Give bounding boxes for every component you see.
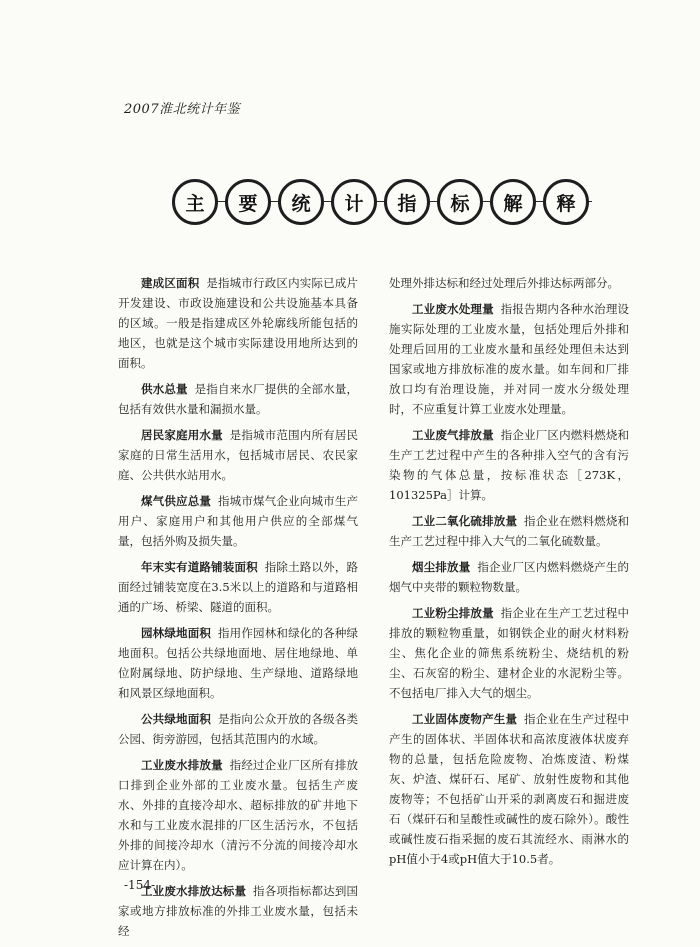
definition-entry bbox=[118, 755, 358, 875]
term: 工业固体废物产生量 bbox=[412, 712, 518, 726]
definition-text: 指报告期内各种水治理设施实际处理的工业废水量，包括处理后外排和处理后回用的工业废水量和虽经处理但未达到国家或地方排放标准的废水量。如车间和厂排放口均有治理设施，并对同一废水分级处理时，不应重复计算工业废水处理量。 bbox=[389, 302, 629, 416]
term: 建成区面积 bbox=[141, 276, 200, 290]
definition-text: 指经过企业厂区所有排放口排到企业外部的工业废水量。包括生产废水、外排的直接冷却水、超标排放的矿井地下水和与工业废水混排的厂区生活污水，不包括外排的间接冷却水（清污不分流的间接冷却水应计算在内）。 bbox=[118, 758, 358, 872]
title-char: 标 bbox=[437, 179, 483, 225]
term: 工业废水排放量 bbox=[141, 758, 223, 772]
definition-text: 是指城市行政区内实际已成片开发建设、市政设施建设和公共设施基本具备的区域。一般是指建成区外轮廓线所能包括的地区，也就是这个城市实际建设用地所达到的面积。 bbox=[118, 276, 359, 370]
section-title bbox=[172, 175, 592, 229]
term: 工业二氧化硫排放量 bbox=[412, 514, 518, 528]
title-char: 统 bbox=[278, 179, 324, 225]
definition-text: 是指自来水厂提供的全部水量，包括有效供水量和漏损水量。 bbox=[118, 382, 359, 416]
definition-entry bbox=[389, 511, 629, 551]
term: 公共绿地面积 bbox=[141, 712, 212, 726]
title-char: 释 bbox=[543, 179, 589, 225]
continued-text: 处理外排达标和经过处理后外排达标两部分。 bbox=[389, 276, 619, 290]
page-number: -154- bbox=[124, 878, 156, 892]
definition-text: 是指向公众开放的各级各类公园、街旁游园，包括其范围内的水域。 bbox=[118, 712, 359, 746]
definition-entry bbox=[118, 379, 358, 419]
definition-text: 指企业厂区内燃料燃烧和生产工艺过程中产生的各种排入空气的含有污染物的气体总量，按标准状态［273K，101325Pa］计算。 bbox=[389, 428, 629, 502]
running-header: 2007淮北统计年鉴 bbox=[124, 102, 241, 117]
title-char: 主 bbox=[172, 179, 218, 225]
right-column bbox=[389, 273, 629, 875]
definition-entry bbox=[389, 709, 629, 869]
definition-entry bbox=[118, 425, 358, 485]
definition-entry bbox=[389, 425, 629, 505]
term: 煤气供应总量 bbox=[141, 494, 212, 508]
term: 供水总量 bbox=[141, 382, 188, 396]
title-char: 要 bbox=[225, 179, 271, 225]
definition-text: 指企业在燃料燃烧和生产工艺过程中排入大气的二氧化硫数量。 bbox=[389, 514, 630, 548]
definition-entry bbox=[118, 709, 358, 749]
term: 工业废气排放量 bbox=[412, 428, 494, 442]
term: 居民家庭用水量 bbox=[141, 428, 223, 442]
term: 工业废水排放达标量 bbox=[141, 884, 247, 898]
definition-entry bbox=[389, 557, 629, 597]
definition-entry bbox=[118, 557, 358, 617]
title-char: 计 bbox=[331, 179, 377, 225]
definition-entry bbox=[389, 603, 629, 703]
definition-entry bbox=[118, 273, 358, 373]
definition-entry bbox=[389, 299, 629, 419]
definition-text: 指企业厂区内燃料燃烧产生的烟气中夹带的颗粒物数量。 bbox=[389, 560, 630, 594]
term: 烟尘排放量 bbox=[412, 560, 471, 574]
definition-text: 指企业在生产过程中产生的固体状、半固体状和高浓度液体状废弃物的总量，包括危险废物、冶炼废渣、粉煤灰、炉渣、煤矸石、尾矿、放射性废物和其他废物等；不包括矿山开采的剥离废石和掘进废石（煤矸石和呈酸性或碱性的废石除外）。酸性或碱性废石指采掘的废石其流经水、雨淋水的pH值小于4或pH值大于10.5者。 bbox=[389, 712, 630, 866]
definition-text: 指城市煤气企业向城市生产用户、家庭用户和其他用户供应的全部煤气量，包括外购及损失量。 bbox=[118, 494, 359, 548]
definition-text: 是指城市范围内所有居民家庭的日常生活用水，包括城市居民、农民家庭、公共供水站用水。 bbox=[118, 428, 358, 482]
definition-text: 指除土路以外，路面经过铺装宽度在3.5米以上的道路和与道路相通的广场、桥梁、隧道的面积。 bbox=[118, 560, 358, 614]
title-char: 解 bbox=[490, 179, 536, 225]
term: 园林绿地面积 bbox=[141, 626, 212, 640]
title-char: 指 bbox=[384, 179, 430, 225]
definition-entry bbox=[118, 623, 358, 703]
definition-text: 指企业在生产工艺过程中排放的颗粒物重量，如钢铁企业的耐火材料粉尘、焦化企业的筛焦系统粉尘、烧结机的粉尘、石灰窑的粉尘、建材企业的水泥粉尘等。不包括电厂排入大气的烟尘。 bbox=[389, 606, 629, 700]
definition-text: 指各项指标都达到国家或地方排放标准的外排工业废水量，包括未经 bbox=[118, 884, 359, 938]
term: 年末实有道路铺装面积 bbox=[141, 560, 258, 574]
term: 工业废水处理量 bbox=[412, 302, 494, 316]
definition-text: 指用作园林和绿化的各种绿地面积。包括公共绿地面地、居住地绿地、单位附属绿地、防护绿地、生产绿地、道路绿地和风景区绿地面积。 bbox=[118, 626, 359, 700]
left-column bbox=[118, 273, 358, 947]
definition-entry bbox=[118, 491, 358, 551]
term: 工业粉尘排放量 bbox=[412, 606, 494, 620]
